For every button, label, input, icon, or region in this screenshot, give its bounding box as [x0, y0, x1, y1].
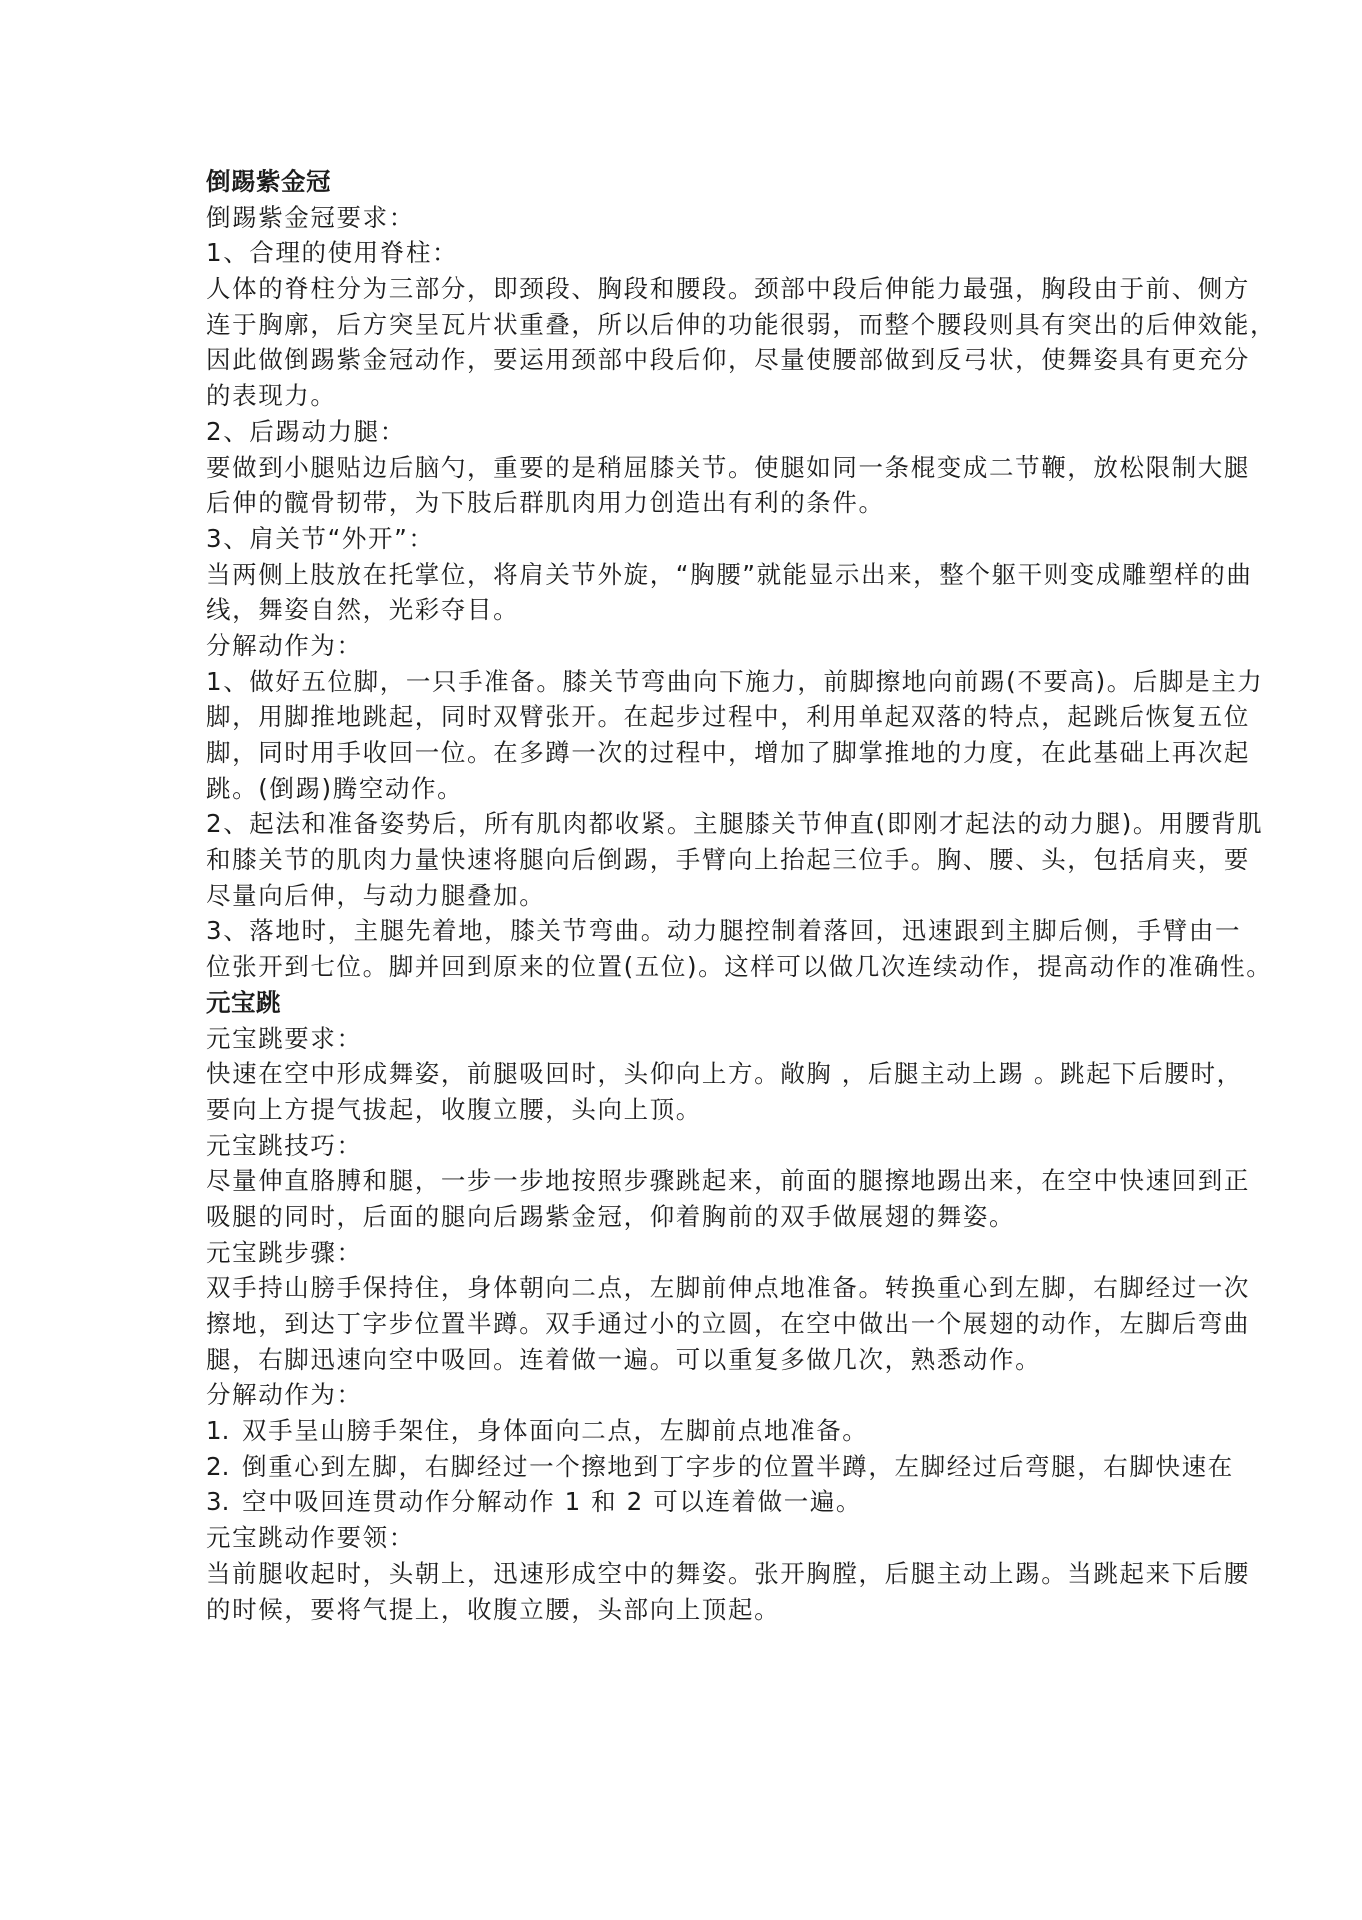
text-line: 位张开到七位。脚并回到原来的位置(五位)。这样可以做几次连续动作，提高动作的准确性。 [206, 952, 1273, 982]
text-line: 的时候，要将气提上，收腹立腰，头部向上顶起。 [206, 1594, 781, 1624]
text-line: 要做到小腿贴边后脑勺，重要的是稍屈膝关节。使腿如同一条棍变成二节鞭，放松限制大腿 [206, 452, 1250, 482]
paragraph-yuanbao-technique [206, 1163, 1250, 1234]
list-number: 2. [206, 1451, 230, 1481]
subheading-yuanbao-breakdown: 分解动作为： [206, 1380, 363, 1410]
text-line: 要向上方提气拔起，收腹立腰，头向上顶。 [206, 1094, 702, 1124]
paragraph-step-1 [206, 664, 1264, 807]
text-line: 当两侧上肢放在托掌位，将肩关节外旋，“胸腰”就能显示出来，整个躯干则变成雕塑样的曲 [206, 559, 1253, 589]
paragraph-kick-leg [206, 450, 1250, 521]
subheading-yuanbao-requirements: 元宝跳要求： [206, 1023, 363, 1053]
text-line: 尽量伸直胳膊和腿，一步一步地按照步骤跳起来，前面的腿擦地踢出来，在空中快速回到正 [206, 1166, 1250, 1196]
text-line: 3、落地时，主腿先着地，膝关节弯曲。动力腿控制着落回，迅速跟到主脚后侧，手臂由一 [206, 916, 1242, 946]
text-line: 1、做好五位脚，一只手准备。膝关节弯曲向下施力，前脚擦地向前踢(不要高)。后脚是主力 [206, 666, 1264, 696]
list-item [206, 1484, 1166, 1520]
subheading-requirements: 倒踢紫金冠要求： [206, 202, 415, 232]
paragraph-step-3 [206, 913, 1273, 984]
numbered-list [206, 1413, 1234, 1520]
paragraph-yuanbao-steps [206, 1270, 1250, 1377]
document-page [206, 164, 1277, 1627]
text-line: 跳。(倒踢)腾空动作。 [206, 773, 464, 803]
subheading-spine: 1、合理的使用脊柱： [206, 238, 459, 268]
text-line: 尽量向后伸，与动力腿叠加。 [206, 880, 546, 910]
subheading-yuanbao-steps: 元宝跳步骤： [206, 1237, 363, 1267]
text-line: 腿，右脚迅速向空中吸回。连着做一遍。可以重复多做几次，熟悉动作。 [206, 1344, 1042, 1374]
paragraph-yuanbao-essentials [206, 1556, 1250, 1627]
text-line: 线，舞姿自然，光彩夺目。 [206, 595, 520, 625]
subheading-breakdown: 分解动作为： [206, 630, 363, 660]
list-text: 倒重心到左脚，右脚经过一个擦地到丁字步的位置半蹲，左脚经过后弯腿，右脚快速在 [242, 1451, 1234, 1481]
list-item [206, 1449, 1234, 1485]
text-line: 快速在空中形成舞姿，前腿吸回时，头仰向上方。敞胸 ，后腿主动上踢 。跳起下后腰时， [206, 1059, 1243, 1089]
text-line: 因此做倒踢紫金冠动作，要运用颈部中段后仰，尽量使腰部做到反弓状，使舞姿具有更充分 [206, 345, 1250, 375]
list-number: 3. [206, 1487, 230, 1517]
text-line: 人体的脊柱分为三部分，即颈段、胸段和腰段。颈部中段后伸能力最强，胸段由于前、侧方 [206, 274, 1250, 304]
section-title-yuanbao: 元宝跳 [206, 987, 281, 1017]
list-text: 双手呈山膀手架住，身体面向二点，左脚前点地准备。 [242, 1416, 869, 1446]
subheading-shoulder: 3、肩关节“外开”： [206, 523, 435, 553]
paragraph-step-2 [206, 806, 1264, 913]
paragraph-yuanbao-requirements [206, 1056, 1243, 1127]
text-line: 擦地，到达丁字步位置半蹲。双手通过小的立圆，在空中做出一个展翅的动作，左脚后弯曲 [206, 1309, 1250, 1338]
subheading-yuanbao-essentials: 元宝跳动作要领： [206, 1523, 415, 1553]
paragraph-spine [206, 271, 1277, 414]
subheading-yuanbao-technique: 元宝跳技巧： [206, 1130, 363, 1160]
text-line: 2、起法和准备姿势后，所有肌肉都收紧。主腿膝关节伸直(即刚才起法的动力腿)。用腰背肌 [206, 809, 1264, 839]
text-line: 吸腿的同时，后面的腿向后踢紫金冠，仰着胸前的双手做展翅的舞姿。 [206, 1201, 1016, 1231]
section-title-daoti: 倒踢紫金冠 [206, 167, 331, 196]
text-line: 和膝关节的肌肉力量快速将腿向后倒踢，手臂向上抬起三位手。胸、腰、头，包括肩夹，要 [206, 845, 1250, 875]
paragraph-shoulder [206, 557, 1253, 628]
subheading-kick-leg: 2、后踢动力腿： [206, 416, 406, 446]
text-line: 的表现力。 [206, 381, 337, 411]
text-line: 双手持山膀手保持住，身体朝向二点，左脚前伸点地准备。转换重心到左脚，右脚经过一次 [206, 1273, 1250, 1303]
text-line: 当前腿收起时，头朝上，迅速形成空中的舞姿。张开胸膛，后腿主动上踢。当跳起来下后腰 [206, 1558, 1250, 1588]
list-item [206, 1413, 1166, 1449]
list-text: 空中吸回连贯动作分解动作 1 和 2 可以连着做一遍。 [242, 1487, 863, 1517]
text-line: 脚，用脚推地跳起，同时双臂张开。在起步过程中，利用单起双落的特点，起跳后恢复五位 [206, 702, 1250, 732]
text-line: 脚，同时用手收回一位。在多蹲一次的过程中，增加了脚掌推地的力度，在此基础上再次起 [206, 738, 1250, 767]
text-line: 后伸的髋骨韧带，为下肢后群肌肉用力创造出有利的条件。 [206, 488, 885, 518]
list-number: 1. [206, 1416, 230, 1446]
text-line: 连于胸廓，后方突呈瓦片状重叠，所以后伸的功能很弱，而整个腰段则具有突出的后伸效能， [206, 309, 1277, 339]
